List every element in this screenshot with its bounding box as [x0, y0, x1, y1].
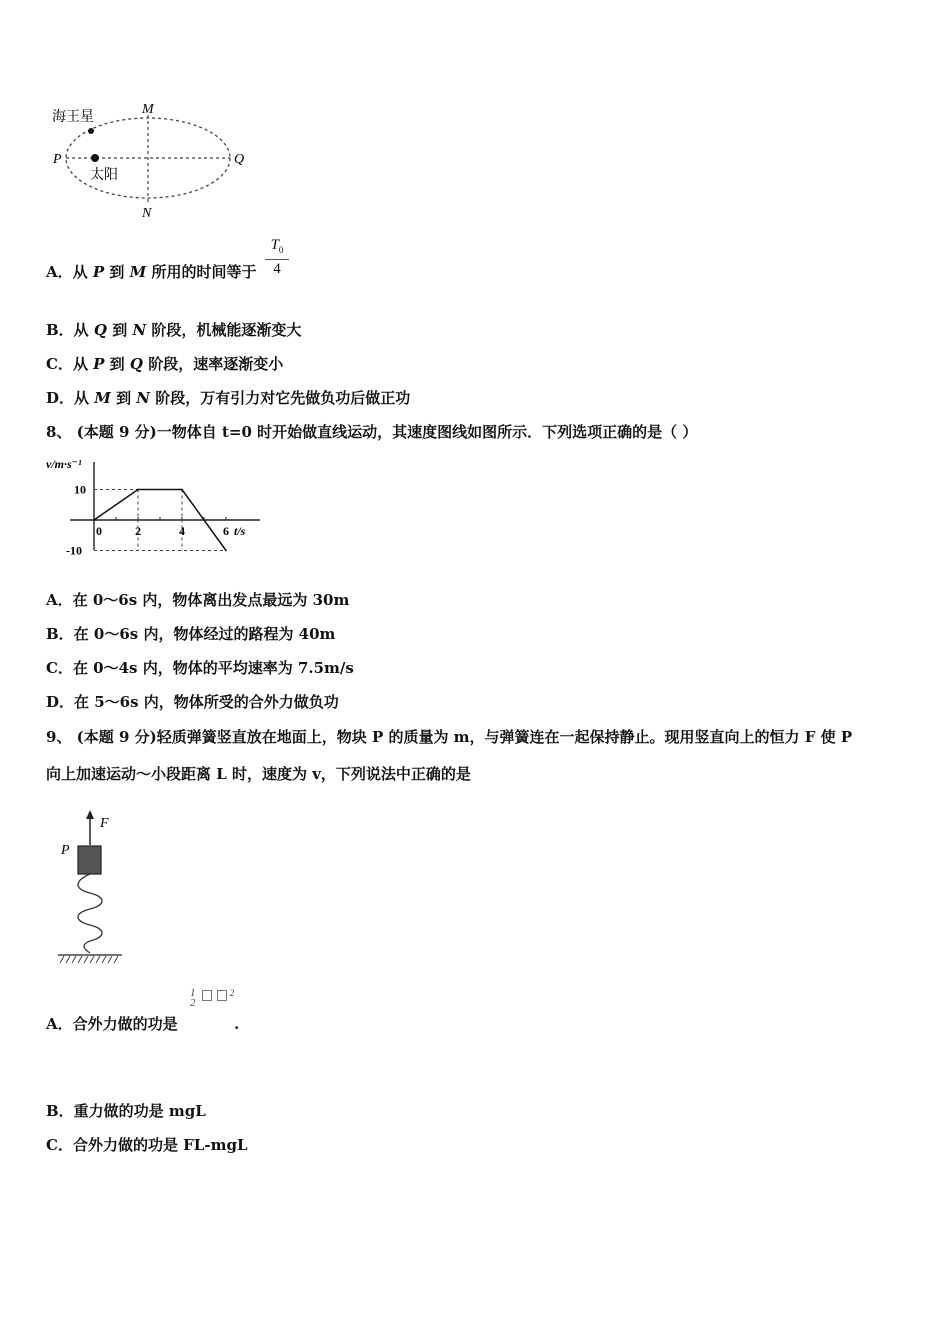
- missing-glyph-box: [202, 990, 212, 1001]
- q9-option-a: A．合外力做的功是: [46, 1015, 178, 1033]
- q8-option-d: D．在 5～6s 内，物体所受的合外力做负功: [46, 693, 339, 711]
- q7-a-fraction: $T_0$ 4: [265, 236, 289, 278]
- spring-figure: [50, 795, 140, 970]
- q8-stem: 8、 (本题 9 分)一物体自 t=0 时开始做直线运动，其速度图线如图所示．下列选项正确的是（ ）: [46, 423, 698, 441]
- force-label: F: [100, 816, 109, 831]
- q7-option-c: C．从 P 到 Q 阶段，速率逐渐变小: [46, 355, 284, 373]
- x-tick-label: 6: [223, 524, 229, 538]
- point-n-label: N: [142, 206, 152, 221]
- data-point: [93, 519, 95, 521]
- q7-option-d: D．从 M 到 N 阶段，万有引力对它先做负功后做正功: [46, 389, 411, 407]
- point-q-label: Q: [234, 152, 245, 167]
- orbit-figure: [40, 95, 270, 225]
- q9-stem-line2: 向上加速运动～小段距离 L 时，速度为 v，下列说法中正确的是: [46, 765, 471, 783]
- q9-option-b: B．重力做的功是 mgL: [46, 1102, 206, 1120]
- y-axis-label: v/m·s⁻¹: [46, 457, 82, 471]
- data-point: [225, 550, 227, 552]
- sun-label: 太阳: [90, 168, 118, 183]
- q9-a-period: .: [234, 1015, 240, 1033]
- force-arrow-head: [86, 810, 94, 819]
- velocity-time-chart: [40, 450, 280, 565]
- point-p-label: P: [53, 152, 62, 167]
- x-tick-label: 2: [135, 524, 141, 538]
- neptune-label: 海王星: [52, 110, 94, 125]
- q8-option-c: C．在 0～4s 内，物体的平均速率为 7.5m/s: [46, 659, 354, 677]
- ground-hatch: [60, 956, 118, 963]
- q7-option-a: A．从 P 到 M 所用的时间等于: [46, 263, 257, 281]
- data-point: [137, 489, 139, 491]
- q9-a-formula: 1 2 $^2$: [190, 987, 235, 1009]
- q9-stem-line1: 9、 (本题 9 分)轻质弹簧竖直放在地面上，物块 P 的质量为 m，与弹簧连在一起保持静止。现用竖直向上的恒力 F 使 P: [46, 728, 853, 746]
- spring: [78, 874, 102, 953]
- q8-option-a: A．在 0～6s 内，物体离出发点最远为 30m: [46, 591, 350, 609]
- q8-option-b: B．在 0～6s 内，物体经过的路程为 40m: [46, 625, 336, 643]
- x-tick-label: 4: [179, 524, 185, 538]
- q7-option-b: B．从 Q 到 N 阶段，机械能逐渐变大: [46, 321, 302, 339]
- block-p: [78, 846, 101, 874]
- x-axis-label: t/s: [234, 524, 246, 538]
- y-tick-label: 10: [74, 482, 86, 497]
- neptune-dot: [88, 128, 94, 134]
- block-label: P: [61, 843, 70, 858]
- point-m-label: M: [142, 102, 154, 117]
- y-tick-label: -10: [66, 543, 82, 558]
- missing-glyph-box: [217, 990, 227, 1001]
- sun-dot: [91, 154, 99, 162]
- q9-option-c: C．合外力做的功是 FL-mgL: [46, 1136, 248, 1154]
- x-tick-label: 0: [96, 524, 102, 538]
- data-point: [181, 489, 183, 491]
